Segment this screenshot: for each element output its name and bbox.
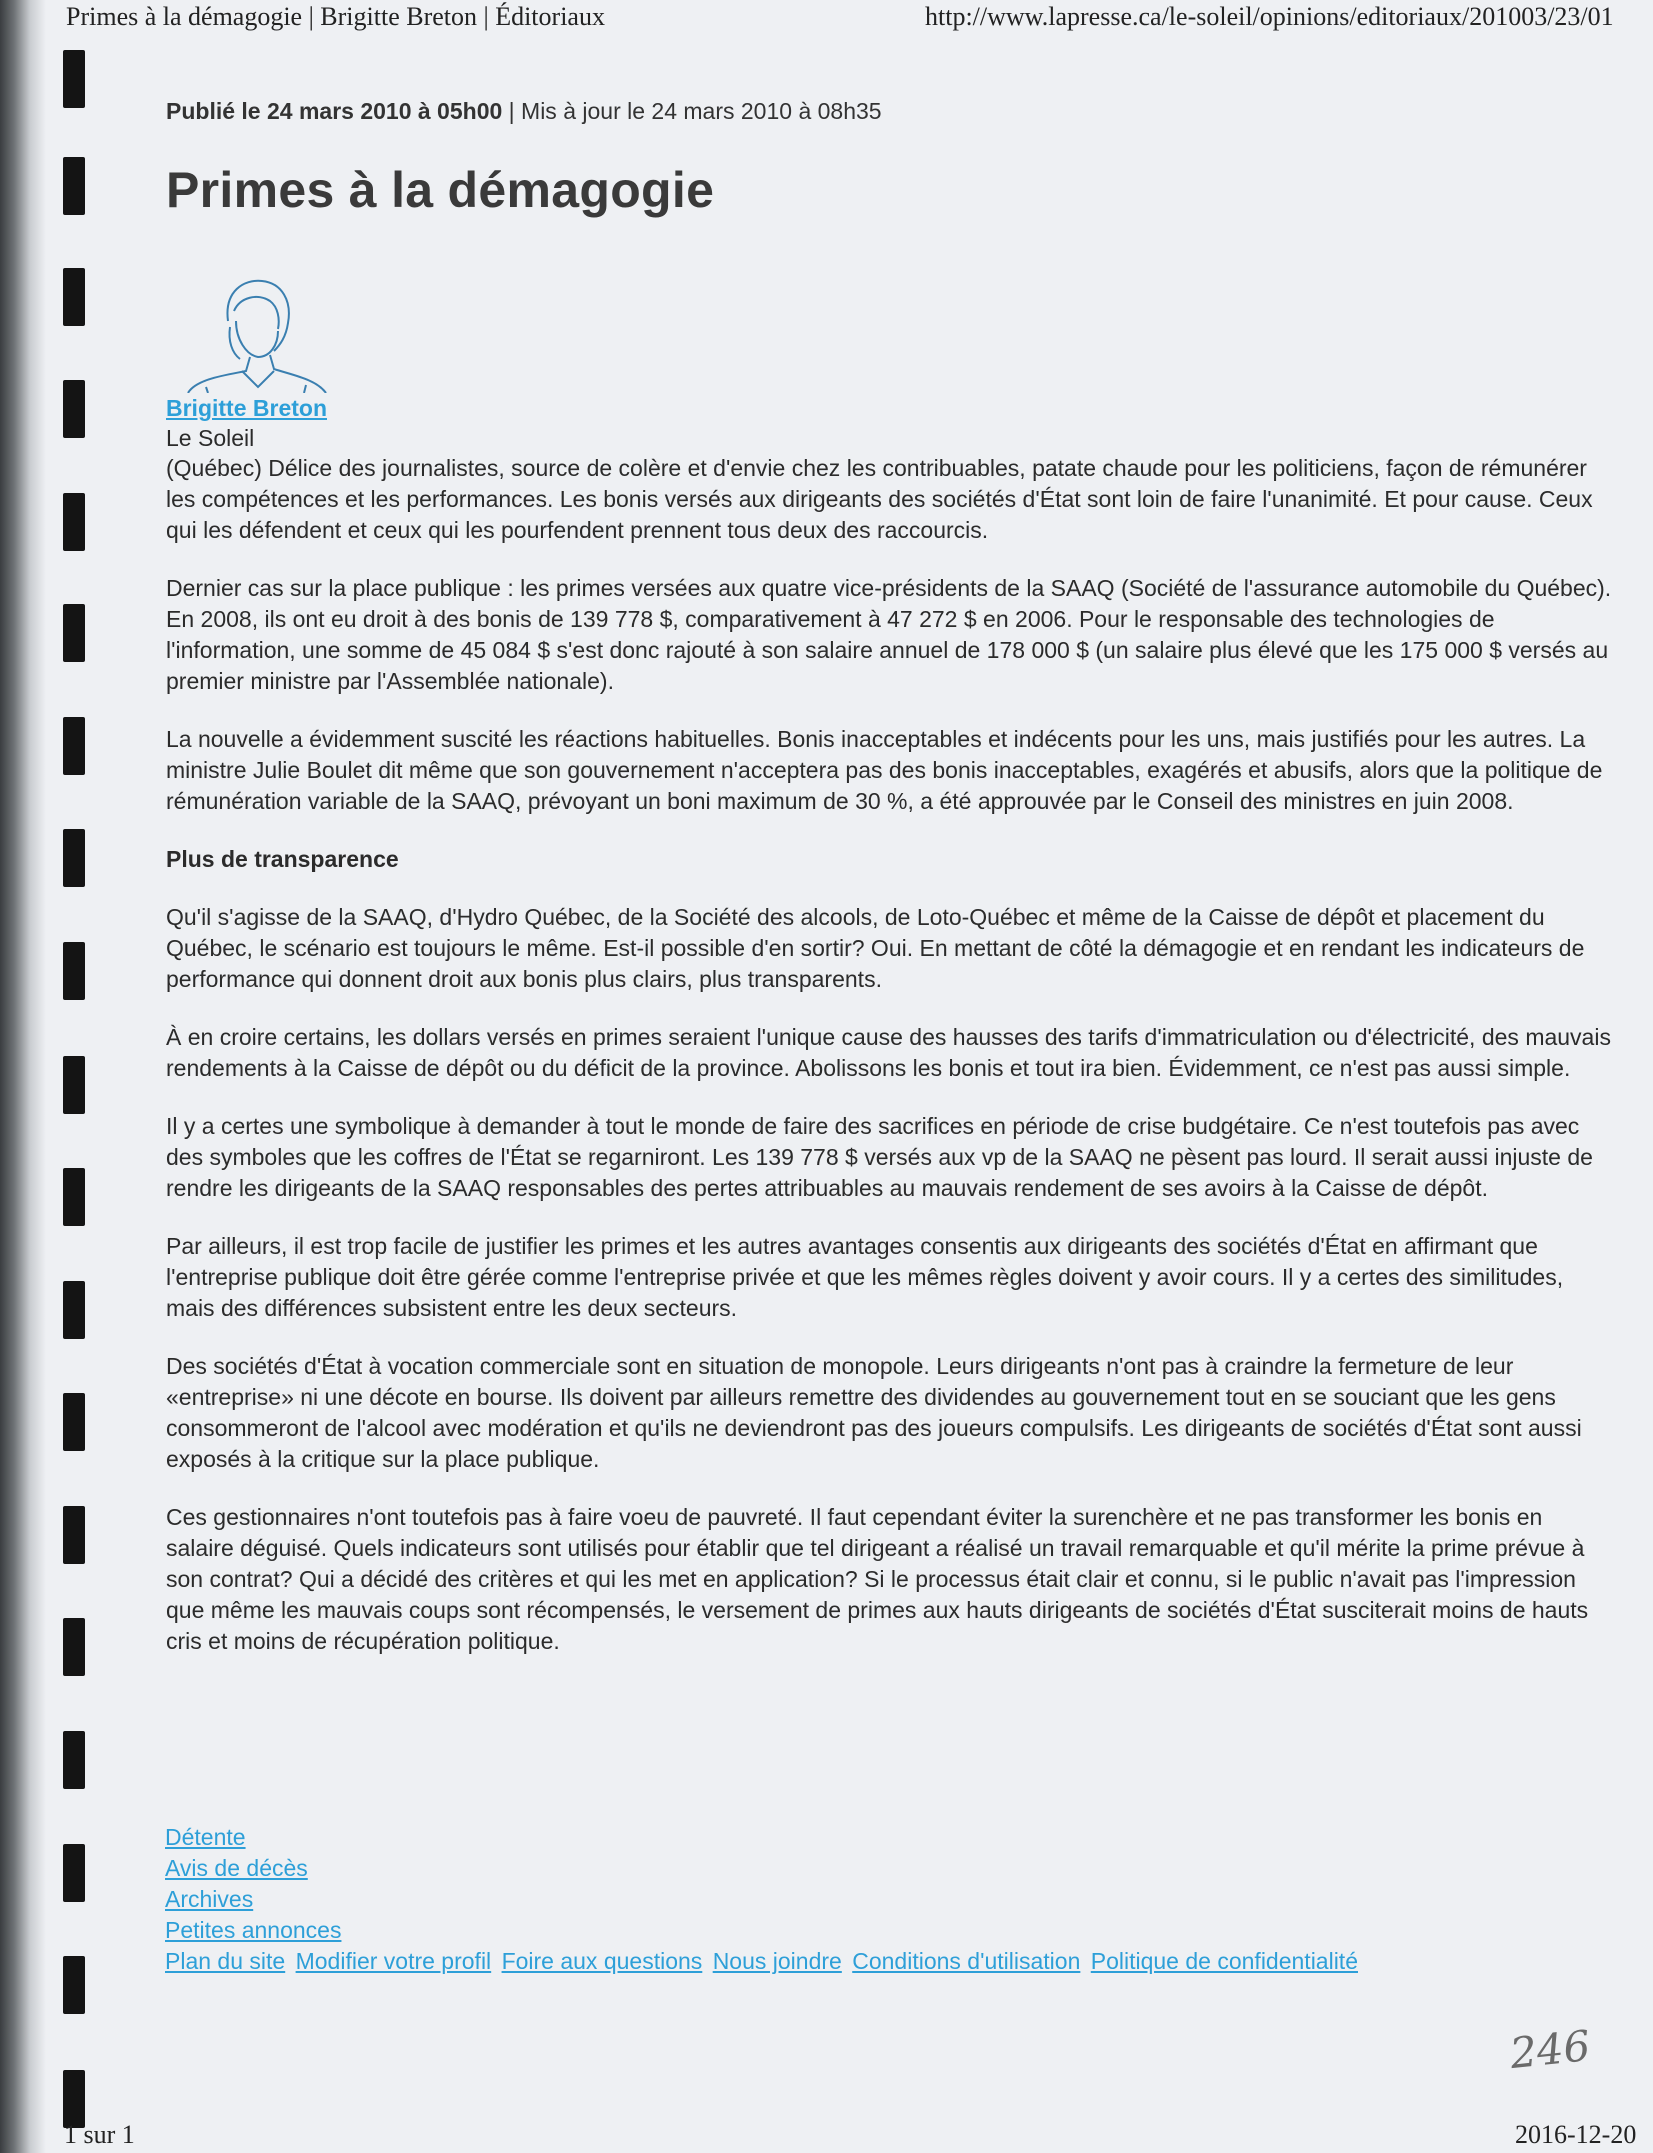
- link-conditions[interactable]: Conditions d'utilisation: [852, 1948, 1081, 1974]
- article-paragraph: (Québec) Délice des journalistes, source de colère et d'envie chez les contribuables, patate chaude pour les politiciens, façon de rémunérer les compétences et les performances. Les bonis versés aux dirigeants des sociétés d'État sont loin de faire l'unanimité. Et pour cause. Ceux qui les défendent et ceux qui les pourfendent prennent tous deux des raccourcis.: [166, 455, 1593, 543]
- footer-links: [165, 1822, 1362, 1977]
- handwritten-page-number: 246: [1507, 2020, 1593, 2079]
- article-paragraph: À en croire certains, les dollars versés en primes seraient l'unique cause des hausses des tarifs d'immatriculation ou d'électricité, des mauvais rendements à la Caisse de dépôt ou du déficit de la province. Abolissons les bonis et tout ira bien. Évidemment, ce n'est pas aussi simple.: [166, 1024, 1611, 1081]
- print-header-title: Primes à la démagogie | Brigitte Breton | Éditoriaux: [66, 2, 605, 31]
- binding-hole: [63, 268, 85, 326]
- link-modifier-profil[interactable]: Modifier votre profil: [295, 1948, 492, 1974]
- scan-edge-shadow: [0, 0, 46, 2153]
- link-faq[interactable]: Foire aux questions: [501, 1948, 703, 1974]
- article-subheading: Plus de transparence: [166, 846, 399, 872]
- binding-hole: [63, 1056, 85, 1114]
- article-paragraph: Il y a certes une symbolique à demander à tout le monde de faire des sacrifices en période de crise budgétaire. Ce n'est toutefois pas avec des symboles que les coffres de l'État se regarniront. Les 139 778 $ versés aux vp de la SAAQ ne pèsent pas lourd. Il serait aussi injuste de rendre les dirigeants de la SAAQ responsables des pertes attribuables au mauvais rendement de ses avoirs à la Caisse de dépôt.: [166, 1113, 1593, 1201]
- link-plan-du-site[interactable]: Plan du site: [165, 1948, 286, 1974]
- binding-hole: [63, 157, 85, 215]
- binding-hole: [63, 1731, 85, 1789]
- print-footer-page: 1 sur 1: [64, 2120, 135, 2149]
- binding-hole: [63, 942, 85, 1000]
- binding-hole: [63, 50, 85, 108]
- binding-hole: [63, 1618, 85, 1676]
- binding-hole: [63, 1393, 85, 1451]
- publication-dates: [166, 98, 1616, 125]
- published-date: Publié le 24 mars 2010 à 05h00: [166, 98, 503, 124]
- binding-hole: [63, 717, 85, 775]
- article-paragraph: Par ailleurs, il est trop facile de justifier les primes et les autres avantages consentis aux dirigeants des sociétés d'État en affirmant que l'entreprise publique doit être gérée comme l'entreprise privée et que les mêmes règles doivent y avoir cours. Il y a certes des similitudes, mais des différences subsistent entre les deux secteurs.: [166, 1233, 1564, 1321]
- binding-hole: [63, 1168, 85, 1226]
- link-avis-de-deces[interactable]: Avis de décès: [165, 1855, 308, 1881]
- print-footer-date: 2016-12-20: [1515, 2120, 1637, 2149]
- link-detente[interactable]: Détente: [165, 1824, 246, 1850]
- binding-hole: [63, 1281, 85, 1339]
- author-link[interactable]: Brigitte Breton: [166, 395, 327, 421]
- article-paragraph: Qu'il s'agisse de la SAAQ, d'Hydro Québec, de la Société des alcools, de Loto-Québec et même de la Caisse de dépôt et placement du Québec, le scénario est toujours le même. Est-il possible d'en sortir? Oui. En mettant de côté la démagogie et en rendant les indicateurs de performance qui donnent droit aux bonis plus clairs, plus transparents.: [166, 904, 1585, 992]
- binding-hole: [63, 1844, 85, 1902]
- article-paragraph: Dernier cas sur la place publique : les primes versées aux quatre vice-présidents de la SAAQ (Société de l'assurance automobile du Québec). En 2008, ils ont eu droit à des bonis de 139 778 $, comparativement à 47 272 $ en 2006. Pour le responsable des technologies de l'information, une somme de 45 084 $ s'est donc rajouté à son salaire annuel de 178 000 $ (un salaire plus élevé que les 175 000 $ versés au premier ministre par l'Assemblée nationale).: [166, 575, 1612, 694]
- updated-date: | Mis à jour le 24 mars 2010 à 08h35: [508, 98, 882, 124]
- article: [166, 98, 1616, 1684]
- link-archives[interactable]: Archives: [165, 1886, 254, 1912]
- binding-hole: [63, 604, 85, 662]
- link-nous-joindre[interactable]: Nous joindre: [712, 1948, 842, 1974]
- binding-hole: [63, 493, 85, 551]
- binding-hole: [63, 1956, 85, 2014]
- link-confidentialite[interactable]: Politique de confidentialité: [1090, 1948, 1358, 1974]
- article-paragraph: La nouvelle a évidemment suscité les réactions habituelles. Bonis inacceptables et indécents pour les uns, mais justifiés pour les autres. La ministre Julie Boulet dit même que son gouvernement n'acceptera pas des bonis inacceptables, exagérés et abusifs, alors que la politique de rémunération variable de la SAAQ, prévoyant un boni maximum de 30 %, a été approuvée par le Conseil des ministres en juin 2008.: [166, 726, 1603, 814]
- article-paragraph: Des sociétés d'État à vocation commerciale sont en situation de monopole. Leurs dirigeants n'ont pas à craindre la fermeture de leur «entreprise» ni une décote en bourse. Ils doivent par ailleurs remettre des dividendes au gouvernement tout en se souciant que les gens consommeront de l'alcool avec modération et qu'ils ne deviendront pas des joueurs compulsifs. Les dirigeants de sociétés d'État sont aussi exposés à la critique sur la place publique.: [166, 1353, 1582, 1472]
- binding-hole: [63, 1506, 85, 1564]
- article-title: Primes à la démagogie: [166, 162, 715, 218]
- binding-hole: [63, 380, 85, 438]
- author-avatar: [166, 271, 341, 393]
- link-petites-annonces[interactable]: Petites annonces: [165, 1917, 342, 1943]
- binding-hole: [63, 829, 85, 887]
- print-header-url: http://www.lapresse.ca/le-soleil/opinions/editoriaux/201003/23/01: [925, 2, 1614, 31]
- author-publication: Le Soleil: [166, 425, 255, 451]
- article-paragraph: Ces gestionnaires n'ont toutefois pas à faire voeu de pauvreté. Il faut cependant éviter la surenchère et ne pas transformer les bonis en salaire déguisé. Quels indicateurs sont utilisés pour établir que tel dirigeant a réalisé un travail remarquable et qu'il mérite la prime prévue à son contrat? Qui a décidé des critères et qui les met en application? Si le processus était clair et connu, si le public n'avait pas l'impression que même les mauvais coups sont récompensés, le versement de primes aux hauts dirigeants de sociétés d'État susciterait moins de hauts cris et moins de récupération politique.: [166, 1504, 1589, 1654]
